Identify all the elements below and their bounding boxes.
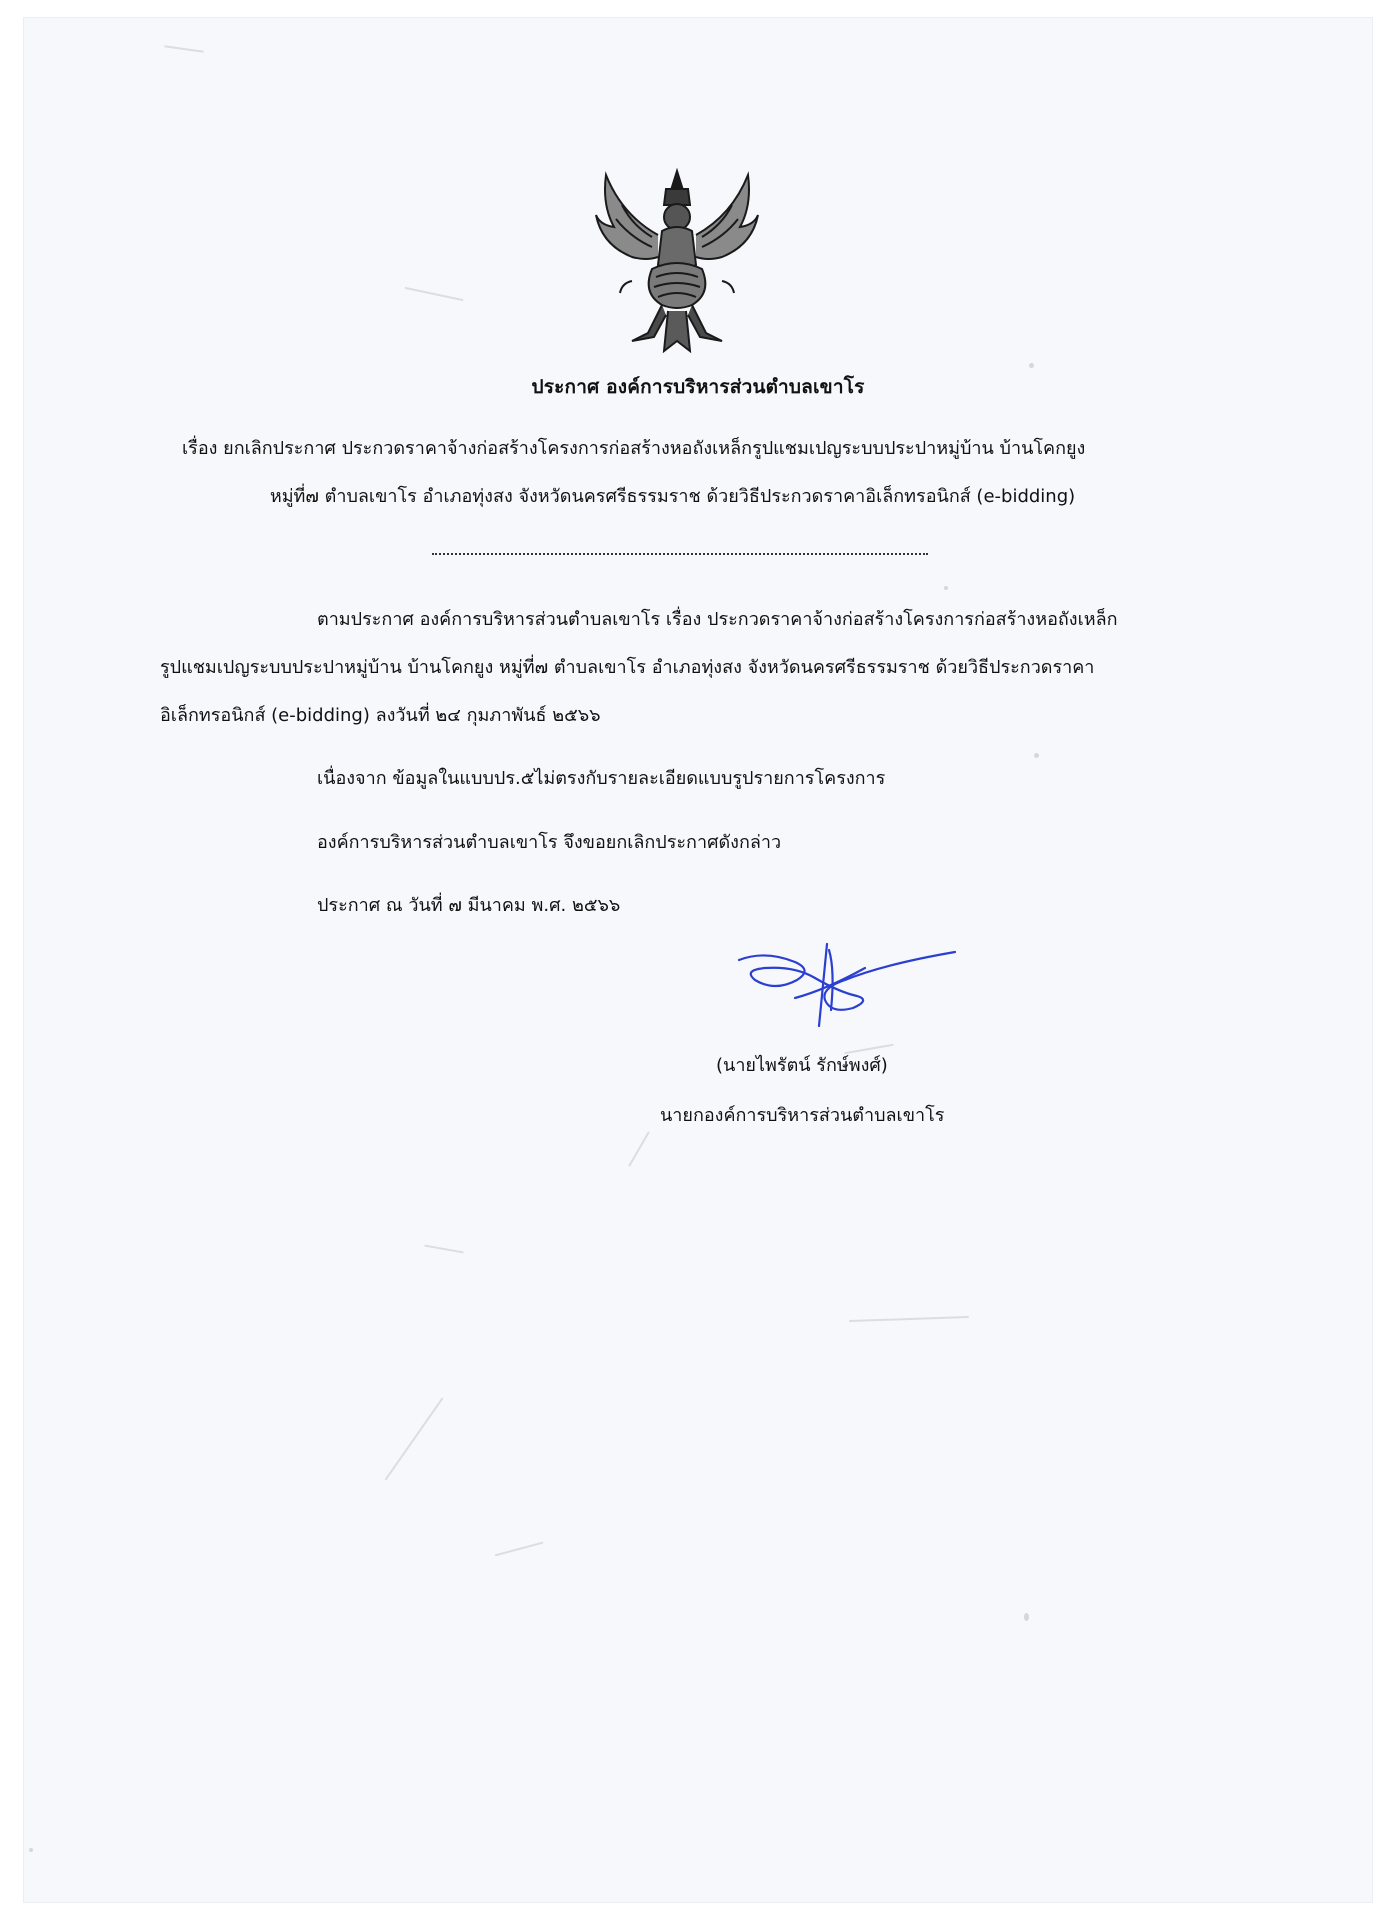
scan-streak bbox=[404, 287, 463, 301]
garuda-emblem bbox=[592, 165, 762, 360]
scan-streak bbox=[424, 1245, 464, 1254]
scan-streak bbox=[628, 1131, 650, 1167]
paragraph-1-line-3: อิเล็กทรอนิกส์ (e-bidding) ลงวันที่ ๒๔ กุมภาพันธ์ ๒๕๖๖ bbox=[160, 705, 601, 726]
announcement-heading: ประกาศ องค์การบริหารส่วนตำบลเขาโร bbox=[531, 376, 865, 398]
signature-mark bbox=[735, 940, 960, 1035]
dotted-separator bbox=[432, 553, 928, 557]
scan-streak bbox=[495, 1542, 544, 1557]
announced-date: ประกาศ ณ วันที่ ๗ มีนาคม พ.ศ. ๒๕๖๖ bbox=[317, 895, 621, 916]
paragraph-1-line-2: รูปแชมเปญระบบประปาหมู่บ้าน บ้านโคกยูง หมู่ที่๗ ตำบลเขาโร อำเภอทุ่งสง จังหวัดนครศรีธรรมราช ด้วยวิธีประกวดราคา bbox=[160, 657, 1095, 678]
signer-name: (นายไพรัตน์ รักษ์พงศ์) bbox=[716, 1055, 888, 1076]
scan-speck bbox=[1024, 1613, 1029, 1621]
scan-speck bbox=[1029, 363, 1034, 368]
subject-line-1: เรื่อง ยกเลิกประกาศ ประกวดราคาจ้างก่อสร้างโครงการก่อสร้างหอถังเหล็กรูปแชมเปญระบบประปาหมู่บ้าน บ้านโคกยูง bbox=[182, 438, 1086, 459]
scan-streak bbox=[164, 45, 204, 53]
scan-streak bbox=[385, 1397, 444, 1480]
paragraph-1-line-1: ตามประกาศ องค์การบริหารส่วนตำบลเขาโร เรื่อง ประกวดราคาจ้างก่อสร้างโครงการก่อสร้างหอถังเหล็ก bbox=[317, 609, 1118, 630]
scan-streak bbox=[849, 1316, 969, 1322]
scan-speck bbox=[944, 586, 948, 590]
subject-line-2: หมู่ที่๗ ตำบลเขาโร อำเภอทุ่งสง จังหวัดนครศรีธรรมราช ด้วยวิธีประกวดราคาอิเล็กทรอนิกส์ (e-bidding) bbox=[269, 486, 1076, 507]
paragraph-3: องค์การบริหารส่วนตำบลเขาโร จึงขอยกเลิกประกาศดังกล่าว bbox=[317, 832, 782, 853]
scan-speck bbox=[1034, 753, 1039, 758]
paragraph-2: เนื่องจาก ข้อมูลในแบบปร.๕ไม่ตรงกับรายละเอียดแบบรูปรายการโครงการ bbox=[317, 768, 886, 789]
signer-title: นายกองค์การบริหารส่วนตำบลเขาโร bbox=[660, 1105, 945, 1126]
scan-speck bbox=[29, 1848, 33, 1852]
